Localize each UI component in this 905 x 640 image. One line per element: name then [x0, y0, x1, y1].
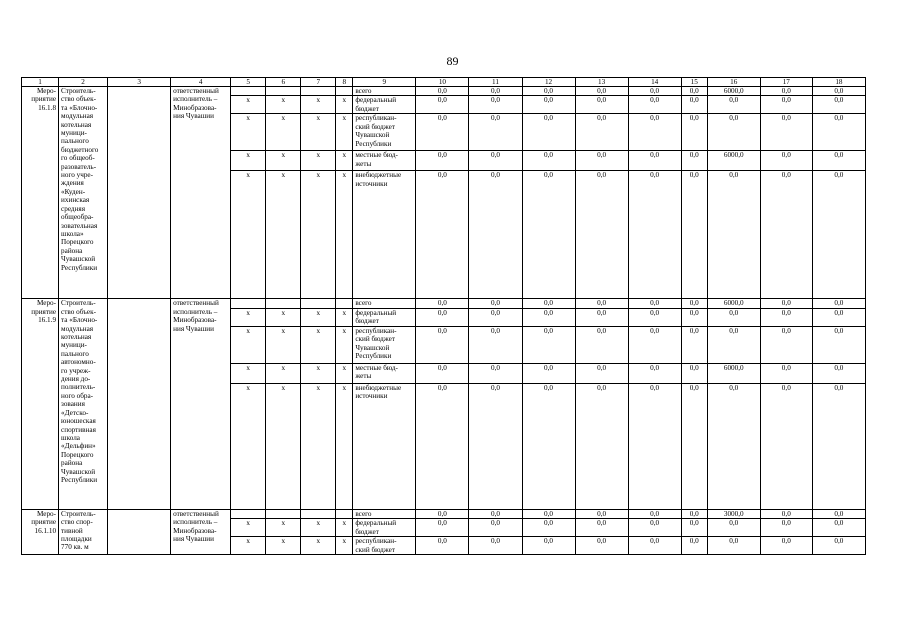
column-number-6: 6 [266, 78, 301, 87]
measure-empty-cell [108, 87, 171, 299]
code-cell: x [266, 114, 301, 151]
column-number-9: 9 [353, 78, 416, 87]
amount-cell: 0,0 [812, 537, 865, 555]
funding-source: федеральный бюджет [353, 519, 416, 537]
amount-cell: 0,0 [812, 87, 865, 96]
code-cell: x [266, 519, 301, 537]
funding-source: местные бюд- жеты [353, 363, 416, 383]
amount-cell: 0,0 [628, 509, 681, 518]
code-cell: x [231, 171, 266, 299]
amount-cell: 0,0 [575, 383, 628, 509]
amount-cell: 0,0 [707, 308, 760, 326]
code-cell [301, 509, 336, 518]
measure-description: Строитель- ство спор- тивной площадки 770 кв. м [59, 509, 108, 554]
amount-cell: 0,0 [812, 363, 865, 383]
amount-cell: 3000,0 [707, 509, 760, 518]
amount-cell: 0,0 [681, 87, 707, 96]
amount-cell: 0,0 [575, 87, 628, 96]
code-cell: x [336, 171, 353, 299]
code-cell [336, 509, 353, 518]
funding-source: федеральный бюджет [353, 96, 416, 114]
column-number-11: 11 [469, 78, 522, 87]
amount-cell: 0,0 [760, 96, 812, 114]
column-number-2: 2 [59, 78, 108, 87]
code-cell [266, 509, 301, 518]
amount-cell: 0,0 [628, 363, 681, 383]
measure-description: Строитель- ство объек- та «Блочно- модульная котельная муници- пального бюджетного го общеоб- разователь- ного учре- ждения «Куден- ихинская средняя общеобра- зовательная школа» Порецкого района Чувашской Республики [59, 87, 108, 299]
amount-cell: 0,0 [416, 509, 469, 518]
amount-cell: 6000,0 [707, 299, 760, 308]
table-body [22, 87, 866, 555]
amount-cell: 0,0 [812, 383, 865, 509]
code-cell: x [336, 151, 353, 171]
amount-cell: 0,0 [812, 509, 865, 518]
code-cell [336, 299, 353, 308]
code-cell [266, 87, 301, 96]
code-cell: x [266, 96, 301, 114]
amount-cell: 0,0 [681, 363, 707, 383]
amount-cell: 0,0 [628, 96, 681, 114]
amount-cell: 0,0 [760, 363, 812, 383]
amount-cell: 0,0 [812, 519, 865, 537]
column-number-4: 4 [171, 78, 231, 87]
amount-cell: 0,0 [522, 87, 575, 96]
amount-cell: 0,0 [760, 537, 812, 555]
amount-cell: 0,0 [575, 299, 628, 308]
funding-source: республикан- ский бюджет Чувашской Республики [353, 326, 416, 363]
column-number-18: 18 [812, 78, 865, 87]
amount-cell: 0,0 [416, 363, 469, 383]
funding-source: внебюджетные источники [353, 383, 416, 509]
amount-cell: 0,0 [628, 308, 681, 326]
amount-cell: 0,0 [812, 308, 865, 326]
table-row [22, 299, 866, 308]
measure-empty-cell [108, 509, 171, 554]
code-cell: x [301, 308, 336, 326]
column-number-7: 7 [301, 78, 336, 87]
amount-cell: 0,0 [760, 87, 812, 96]
funding-source: федеральный бюджет [353, 308, 416, 326]
amount-cell: 0,0 [628, 171, 681, 299]
measure-executor: ответственный исполнитель – Минобразова- ния Чувашии [171, 509, 231, 554]
column-number-5: 5 [231, 78, 266, 87]
amount-cell: 0,0 [469, 114, 522, 151]
code-cell: x [231, 151, 266, 171]
amount-cell: 0,0 [522, 171, 575, 299]
code-cell: x [336, 537, 353, 555]
measure-executor: ответственный исполнитель – Минобразова- ния Чувашии [171, 299, 231, 509]
code-cell: x [336, 363, 353, 383]
code-cell: x [301, 537, 336, 555]
code-cell: x [266, 383, 301, 509]
code-cell: x [231, 519, 266, 537]
amount-cell: 0,0 [707, 383, 760, 509]
funding-source: всего [353, 509, 416, 518]
amount-cell: 0,0 [681, 114, 707, 151]
amount-cell: 0,0 [681, 308, 707, 326]
amount-cell: 0,0 [416, 308, 469, 326]
amount-cell: 0,0 [416, 87, 469, 96]
funding-source: местные бюд- жеты [353, 151, 416, 171]
code-cell: x [336, 96, 353, 114]
amount-cell: 0,0 [575, 537, 628, 555]
amount-cell: 0,0 [812, 326, 865, 363]
amount-cell: 0,0 [469, 299, 522, 308]
page-number: 89 [446, 54, 459, 68]
column-number-13: 13 [575, 78, 628, 87]
amount-cell: 0,0 [760, 299, 812, 308]
amount-cell: 0,0 [760, 519, 812, 537]
amount-cell: 0,0 [416, 519, 469, 537]
amount-cell: 0,0 [575, 326, 628, 363]
amount-cell: 0,0 [628, 326, 681, 363]
amount-cell: 0,0 [628, 87, 681, 96]
code-cell: x [336, 114, 353, 151]
code-cell [266, 299, 301, 308]
amount-cell: 6000,0 [707, 151, 760, 171]
amount-cell: 0,0 [681, 537, 707, 555]
code-cell: x [301, 171, 336, 299]
code-cell: x [336, 383, 353, 509]
column-number-10: 10 [416, 78, 469, 87]
amount-cell: 0,0 [812, 171, 865, 299]
amount-cell: 0,0 [416, 114, 469, 151]
funding-source: республикан- ский бюджет [353, 537, 416, 555]
amount-cell: 0,0 [707, 537, 760, 555]
code-cell: x [231, 537, 266, 555]
funding-source: всего [353, 299, 416, 308]
amount-cell: 0,0 [469, 151, 522, 171]
code-cell: x [231, 326, 266, 363]
amount-cell: 0,0 [707, 114, 760, 151]
amount-cell: 0,0 [628, 519, 681, 537]
amount-cell: 0,0 [681, 519, 707, 537]
amount-cell: 0,0 [628, 383, 681, 509]
amount-cell: 0,0 [681, 383, 707, 509]
amount-cell: 0,0 [469, 96, 522, 114]
amount-cell: 0,0 [522, 537, 575, 555]
amount-cell: 0,0 [628, 151, 681, 171]
amount-cell: 0,0 [812, 114, 865, 151]
column-number-15: 15 [681, 78, 707, 87]
amount-cell: 0,0 [522, 114, 575, 151]
amount-cell: 0,0 [416, 537, 469, 555]
amount-cell: 0,0 [522, 96, 575, 114]
funding-source: всего [353, 87, 416, 96]
code-cell: x [336, 326, 353, 363]
column-number-row [22, 78, 866, 87]
funding-source: внебюджетные источники [353, 171, 416, 299]
amount-cell: 6000,0 [707, 87, 760, 96]
funding-source: республикан- ский бюджет Чувашской Республики [353, 114, 416, 151]
code-cell: x [266, 326, 301, 363]
amount-cell: 0,0 [416, 299, 469, 308]
amount-cell: 0,0 [416, 171, 469, 299]
amount-cell: 0,0 [681, 299, 707, 308]
code-cell: x [266, 537, 301, 555]
code-cell: x [266, 363, 301, 383]
code-cell: x [336, 519, 353, 537]
amount-cell: 0,0 [760, 151, 812, 171]
column-number-12: 12 [522, 78, 575, 87]
amount-cell: 0,0 [681, 326, 707, 363]
code-cell: x [231, 308, 266, 326]
amount-cell: 0,0 [522, 363, 575, 383]
code-cell: x [266, 151, 301, 171]
amount-cell: 0,0 [416, 326, 469, 363]
amount-cell: 0,0 [522, 326, 575, 363]
amount-cell: 0,0 [469, 537, 522, 555]
column-number-3: 3 [108, 78, 171, 87]
amount-cell: 0,0 [628, 114, 681, 151]
amount-cell: 0,0 [469, 383, 522, 509]
table-row [22, 87, 866, 96]
amount-cell: 0,0 [522, 509, 575, 518]
measure-empty-cell [108, 299, 171, 509]
code-cell: x [301, 96, 336, 114]
amount-cell: 0,0 [760, 383, 812, 509]
amount-cell: 0,0 [760, 114, 812, 151]
column-number-14: 14 [628, 78, 681, 87]
code-cell: x [301, 519, 336, 537]
amount-cell: 0,0 [681, 171, 707, 299]
code-cell: x [301, 383, 336, 509]
amount-cell: 0,0 [469, 87, 522, 96]
amount-cell: 0,0 [707, 326, 760, 363]
amount-cell: 0,0 [469, 171, 522, 299]
code-cell [301, 299, 336, 308]
measure-label: Меро- приятие 16.1.9 [22, 299, 59, 509]
column-number-16: 16 [707, 78, 760, 87]
code-cell: x [231, 363, 266, 383]
amount-cell: 0,0 [469, 308, 522, 326]
code-cell [231, 299, 266, 308]
amount-cell: 0,0 [469, 326, 522, 363]
amount-cell: 0,0 [681, 509, 707, 518]
budget-table [21, 77, 866, 555]
column-number-8: 8 [336, 78, 353, 87]
amount-cell: 0,0 [469, 519, 522, 537]
amount-cell: 0,0 [628, 537, 681, 555]
amount-cell: 0,0 [522, 383, 575, 509]
measure-label: Меро- приятие 16.1.8 [22, 87, 59, 299]
amount-cell: 0,0 [707, 171, 760, 299]
code-cell: x [231, 383, 266, 509]
code-cell: x [231, 96, 266, 114]
amount-cell: 0,0 [812, 151, 865, 171]
amount-cell: 0,0 [522, 151, 575, 171]
code-cell [336, 87, 353, 96]
amount-cell: 0,0 [575, 114, 628, 151]
amount-cell: 0,0 [760, 308, 812, 326]
amount-cell: 0,0 [575, 171, 628, 299]
code-cell [231, 87, 266, 96]
code-cell: x [301, 151, 336, 171]
amount-cell: 0,0 [522, 308, 575, 326]
amount-cell: 0,0 [760, 509, 812, 518]
amount-cell: 0,0 [522, 299, 575, 308]
amount-cell: 0,0 [416, 383, 469, 509]
code-cell: x [301, 114, 336, 151]
measure-executor: ответственный исполнитель – Минобразова- ния Чувашии [171, 87, 231, 299]
amount-cell: 0,0 [575, 509, 628, 518]
amount-cell: 0,0 [681, 96, 707, 114]
amount-cell: 0,0 [707, 519, 760, 537]
amount-cell: 0,0 [760, 326, 812, 363]
code-cell: x [266, 308, 301, 326]
amount-cell: 0,0 [812, 299, 865, 308]
measure-label: Меро- приятие 16.1.10 [22, 509, 59, 554]
code-cell: x [301, 363, 336, 383]
amount-cell: 0,0 [416, 151, 469, 171]
amount-cell: 0,0 [469, 509, 522, 518]
amount-cell: 0,0 [628, 299, 681, 308]
amount-cell: 0,0 [416, 96, 469, 114]
column-number-1: 1 [22, 78, 59, 87]
column-number-17: 17 [760, 78, 812, 87]
code-cell [231, 509, 266, 518]
measure-description: Строитель- ство объек- та «Блочно- модульная котельная муници- пального автономно- го учреж- дения до- полнитель- ного обра- зования «Детско- юношеская спортивная школа «Дельфин» Порецкого района Чувашской Республики [59, 299, 108, 509]
amount-cell: 6000,0 [707, 363, 760, 383]
amount-cell: 0,0 [575, 519, 628, 537]
amount-cell: 0,0 [681, 151, 707, 171]
amount-cell: 0,0 [575, 96, 628, 114]
code-cell: x [266, 171, 301, 299]
amount-cell: 0,0 [812, 96, 865, 114]
amount-cell: 0,0 [522, 519, 575, 537]
code-cell: x [336, 308, 353, 326]
amount-cell: 0,0 [575, 363, 628, 383]
amount-cell: 0,0 [575, 308, 628, 326]
amount-cell: 0,0 [575, 151, 628, 171]
code-cell [301, 87, 336, 96]
code-cell: x [301, 326, 336, 363]
table-row [22, 509, 866, 518]
amount-cell: 0,0 [760, 171, 812, 299]
amount-cell: 0,0 [469, 363, 522, 383]
code-cell: x [231, 114, 266, 151]
amount-cell: 0,0 [707, 96, 760, 114]
